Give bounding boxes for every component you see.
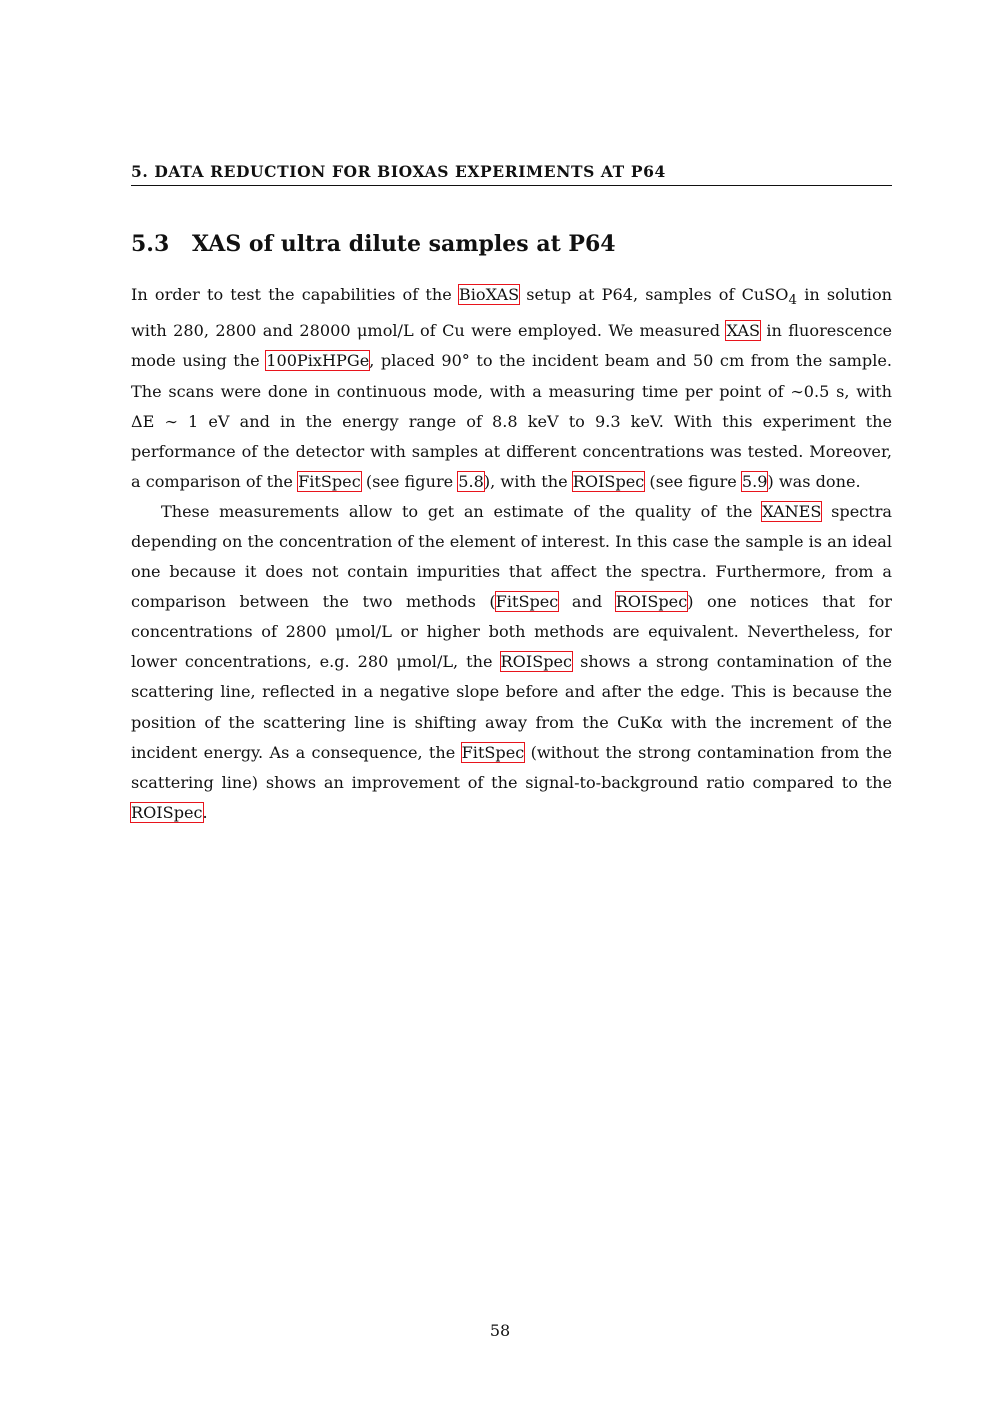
paragraph-1 [131,280,892,497]
text-run: in solution with 280, 2800 and 28000 μmol/L of Cu were employed. We measured [131,285,893,341]
text-run: In order to test the capabilities of the [131,285,459,304]
section-title: XAS of ultra dilute samples at P64 [192,231,616,257]
text-run: . [202,802,208,822]
text-run: in fluorescence mode using the [131,321,893,371]
section-heading [131,228,892,260]
link-roispec[interactable]: ROISpec [572,471,645,491]
link-fitspec[interactable]: FitSpec [495,592,559,612]
text-run: ) one notices that for concentrations of 2800 μmol/L or higher both methods are equivalent. Nevertheless, for lower concentrations, e.g. 280 μmol/L, the [131,592,892,672]
text-run: (see figure [360,471,459,491]
text-run: spectra depending on the concentration of the element of interest. In this case the sample is an ideal one because it does not contain impurities that affect the spectra. Furthermore, from a comparison between the two methods ( [131,501,892,612]
text-run: These measurements allow to get an estimate of the quality of the [161,501,763,521]
link-fitspec[interactable]: FitSpec [461,742,525,762]
text-run: ) was done. [767,471,861,491]
link-bioxas[interactable]: BioXAS [458,285,520,304]
text-run: and [558,592,616,612]
text-run: ), with the [483,471,573,491]
link-fitspec[interactable]: FitSpec [298,471,361,491]
text-run: (without the strong contamination from the scattering line) shows an improvement of the signal-to-background ratio compared to the [131,742,892,792]
paragraph-2 [131,497,892,828]
body-text [131,280,892,828]
subscript: 4 [788,293,798,309]
link-roispec[interactable]: ROISpec [131,802,203,822]
text-run: shows a strong contamination of the scattering line, reflected in a negative slope before and after the edge. This is because the position of the scattering line is shifting away from the CuKα with the increment of the incident energy. As a consequence, the [131,652,892,762]
section-number: 5.3 [131,231,170,257]
running-header: 5. DATA REDUCTION FOR BIOXAS EXPERIMENTS AT P64 [131,162,892,186]
link-figure-5-8[interactable]: 5.8 [458,471,484,491]
link-xanes[interactable]: XANES [762,501,822,521]
page-number: 58 [489,1321,511,1340]
link-figure-5-9[interactable]: 5.9 [741,471,768,491]
text-run: (see figure [644,471,742,491]
text-run: setup at P64, samples of CuSO [519,285,789,304]
text-run: , placed 90° to the incident beam and 50 cm from the sample. The scans were done in continuous mode, with a measuring time per point of ∼0.5 s, with ΔE ∼ 1 eV and in the energy range of 8.8 keV to 9.3 keV. With this experiment the performance of the detector with samples at different concentrations was tested. Moreover, a comparison of the [131,351,893,491]
link-roispec[interactable]: ROISpec [500,652,573,672]
link-xas[interactable]: XAS [726,321,760,341]
link-roispec[interactable]: ROISpec [615,592,688,612]
link-100pixhpge[interactable]: 100PixHPGe [266,351,370,371]
